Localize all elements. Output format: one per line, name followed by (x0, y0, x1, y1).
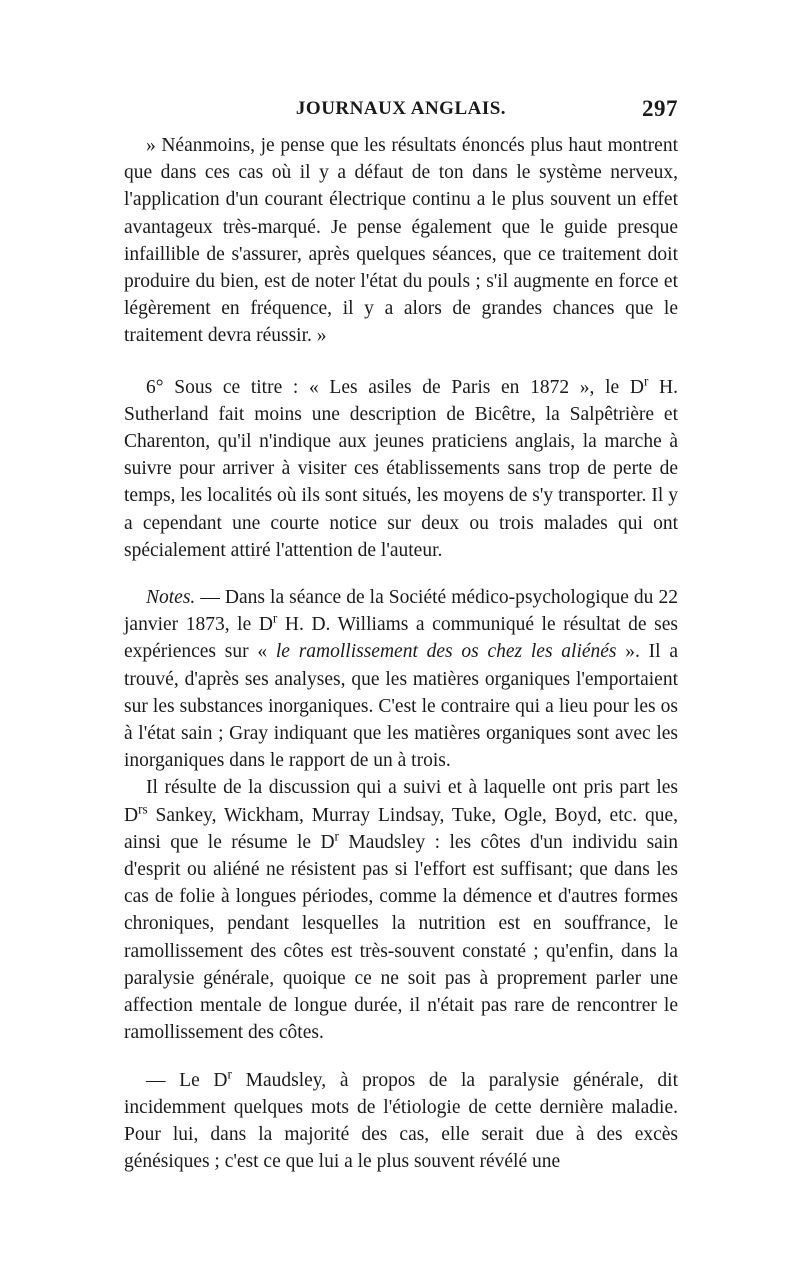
superscript: r (334, 828, 339, 844)
text-run: H. Sutherland fait moins une description de Bicêtre, la Salpêtrière et Charenton, qu'il n'indique aux jeunes praticiens anglais, la marche à suivre pour arriver à visiter ces établissements sans trop de perte de temps, les localités où ils sont situés, les moyens de s'y transporter. Il y a cependant une courte notice sur deux ou trois malades qui ont spécialement attiré l'attention de l'auteur. (124, 376, 678, 561)
page-body (124, 132, 678, 1175)
text-run: Maudsley : les côtes d'un individu sain d'esprit ou aliéné ne résistent pas si l'effort est suffisant; que dans les cas de folie à longues périodes, comme la démence et d'autres formes chroniques, pendant lesquelles la nutrition est en souffrance, le ramollissement des côtes est très-souvent constaté ; qu'enfin, dans la paralysie générale, quoique ce ne soit pas à proprement parler une affection mentale de longue durée, il n'était pas rare de rencontrer le ramollissement des côtes. (124, 831, 678, 1044)
paragraph-discussion (124, 774, 678, 1046)
notes-label: Notes. (146, 587, 196, 609)
superscript: r (272, 610, 278, 626)
superscript: r (227, 1066, 232, 1082)
text-run: ». Il a trouvé, d'après ses analyses, que les matières organiques l'emportaient sur les substances inorganiques. C'est le contraire qui a lieu pour les os à l'état sain ; Gray indiquant que les matières organiques sont avec les inorganiques dans le rapport de un à trois. (124, 641, 678, 772)
text-run: H. D. Williams a communiqué le résultat de ses expériences sur « (124, 614, 679, 663)
italic-title: le ramollissement des os chez les aliénés (275, 641, 617, 663)
text-run: 6° Sous ce titre : « Les asiles de Paris en 1872 », le D (146, 376, 644, 398)
text-run: Il résulte de la discussion qui a suivi et à laquelle ont pris part les D (124, 777, 678, 826)
superscript: r (643, 373, 649, 389)
paragraph-quote-end: » Néanmoins, je pense que les résultats énoncés plus haut montrent que dans ces cas où il y a défaut de ton dans le système nerveux, l'application d'un courant électrique continu a le plus souvent un effet avantageux très-marqué. Je pense également que le guide presque infaillible de s'assurer, après quelques séances, que ce traitement doit produire du bien, est de noter l'état du pouls ; s'il augmente en force et légèrement en fréquence, il y a alors de grandes chances que le traitement devra réussir. » (124, 135, 678, 347)
text-run: — Dans la séance de la Société médico-psychologique du 22 janvier 1873, le D (124, 587, 678, 636)
paragraph-sutherland (124, 374, 678, 564)
text-run: Sankey, Wickham, Murray Lindsay, Tuke, Ogle, Boyd, etc. que, ainsi que le résume le D (124, 804, 678, 853)
text-run: — Le D (146, 1069, 228, 1091)
running-header (124, 96, 678, 126)
page-number: 297 (642, 96, 678, 121)
paragraph-maudsley (124, 1067, 678, 1176)
paragraph-notes (124, 584, 678, 774)
text-run: Maudsley, à propos de la paralysie générale, dit incidemment quelques mots de l'étiologie de cette dernière maladie. Pour lui, dans la majorité des cas, elle serait due à des excès génésiques ; c'est ce que lui a le plus souvent révélé une (124, 1069, 678, 1173)
superscript: rs (138, 801, 148, 817)
running-title: JOURNAUX ANGLAIS. (295, 98, 507, 119)
